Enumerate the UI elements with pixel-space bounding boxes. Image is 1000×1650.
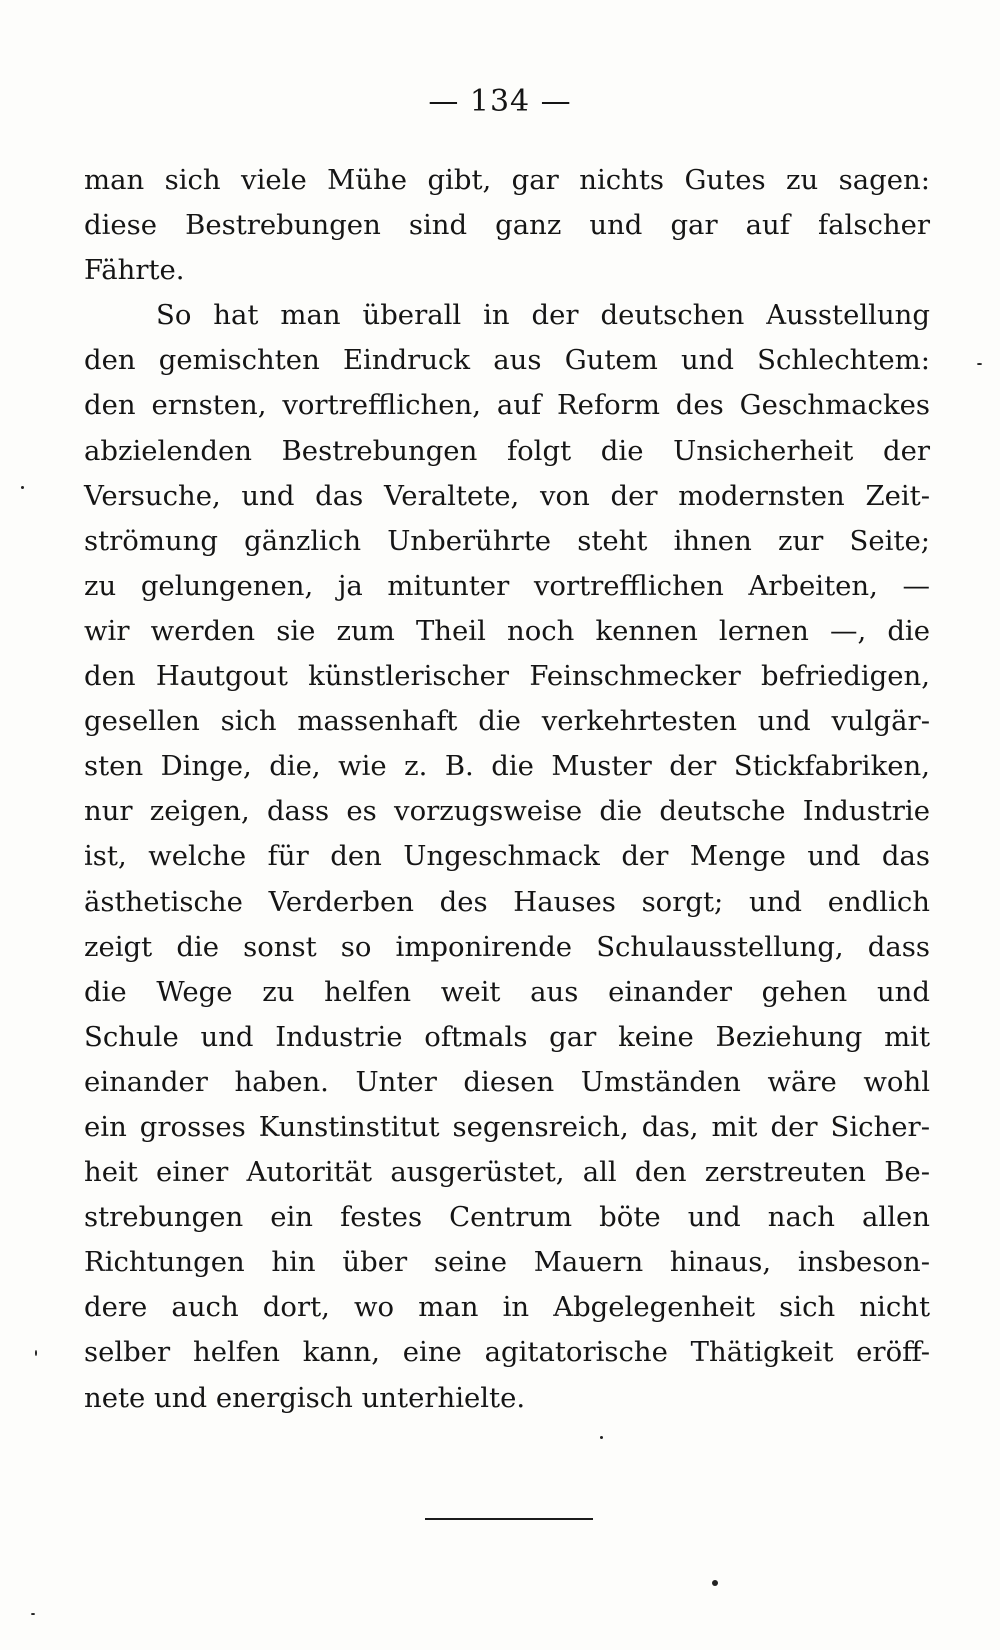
text-line: den ernsten, vortrefflichen, auf Reform des Geschmackes <box>84 389 930 422</box>
text-line: Versuche, und das Veraltete, von der modernsten Zeit- <box>84 479 930 512</box>
scan-speck <box>600 1436 603 1439</box>
text-line: Richtungen hin über seine Mauern hinaus, insbeson- <box>84 1246 930 1279</box>
scan-speck <box>977 363 982 365</box>
text-line: ist, welche für den Ungeschmack der Menge und das <box>84 840 930 873</box>
text-line: einander haben. Unter diesen Umständen wäre wohl <box>84 1065 930 1098</box>
scan-speck <box>21 486 24 489</box>
text-line: abzielenden Bestrebungen folgt die Unsicherheit der <box>84 434 930 467</box>
text-line: gesellen sich massenhaft die verkehrtesten und vulgär- <box>84 705 930 738</box>
end-rule <box>425 1518 593 1520</box>
paragraph-start-line: So hat man überall in der deutschen Ausstellung <box>156 299 930 332</box>
text-line: Schule und Industrie oftmals gar keine Beziehung mit <box>84 1020 930 1053</box>
text-line: nur zeigen, dass es vorzugsweise die deutsche Industrie <box>84 795 930 828</box>
text-line: selber helfen kann, eine agitatorische Thätigkeit eröff- <box>84 1336 930 1369</box>
text-line: strebungen ein festes Centrum böte und nach allen <box>84 1201 930 1234</box>
body-text <box>84 158 930 1421</box>
scan-speck <box>35 1350 37 1356</box>
text-line: ästhetische Verderben des Hauses sorgt; und endlich <box>84 885 930 918</box>
text-line: wir werden sie zum Theil noch kennen lernen —, die <box>84 614 930 647</box>
text-line: dere auch dort, wo man in Abgelegenheit sich nicht <box>84 1291 930 1324</box>
text-line: heit einer Autorität ausgerüstet, all den zerstreuten Be- <box>84 1156 930 1189</box>
page-number-header: — 134 — <box>428 84 572 119</box>
text-line: nete und energisch unterhielte. <box>84 1381 526 1414</box>
text-line: diese Bestrebungen sind ganz und gar auf falscher <box>84 209 930 242</box>
text-line: sten Dinge, die, wie z. B. die Muster der Stickfabriken, <box>84 750 930 783</box>
text-line: ein grosses Kunstinstitut segensreich, das, mit der Sicher- <box>84 1110 930 1143</box>
text-line: den gemischten Eindruck aus Gutem und Schlechtem: <box>84 344 930 377</box>
scan-speck <box>31 1613 35 1615</box>
text-line: den Hautgout künstlerischer Feinschmecker befriedigen, <box>84 660 930 693</box>
text-line: zeigt die sonst so imponirende Schulausstellung, dass <box>84 930 930 963</box>
text-line: man sich viele Mühe gibt, gar nichts Gutes zu sagen: <box>84 164 930 196</box>
text-line: strömung gänzlich Unberührte steht ihnen zur Seite; <box>84 524 930 557</box>
text-line: die Wege zu helfen weit aus einander gehen und <box>84 975 930 1008</box>
text-line: Fährte. <box>84 254 185 287</box>
scan-speck <box>712 1580 718 1586</box>
text-line: zu gelungenen, ja mitunter vortrefflichen Arbeiten, — <box>84 569 930 602</box>
